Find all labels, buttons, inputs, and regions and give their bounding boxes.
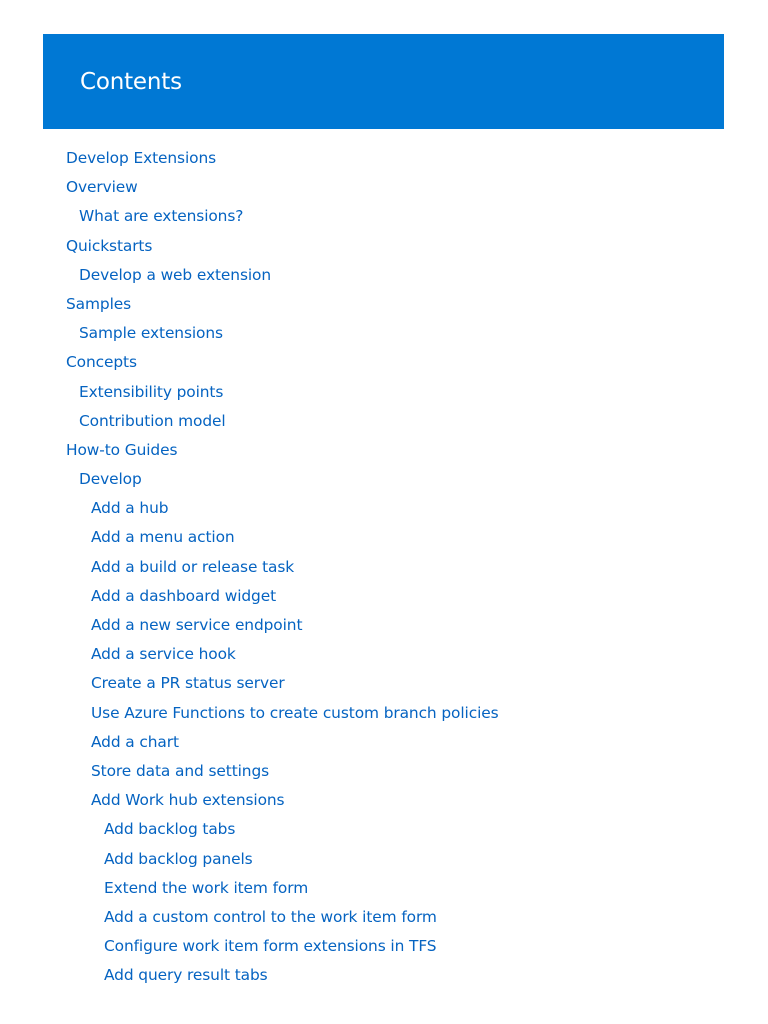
toc-link[interactable]: Create a PR status server [91, 674, 285, 693]
toc-item [0, 436, 768, 465]
toc-link[interactable]: Develop Extensions [66, 149, 217, 167]
toc-item [0, 874, 768, 903]
toc-item [0, 669, 768, 698]
toc-link[interactable]: Extensibility points [79, 382, 224, 401]
toc-link[interactable]: Develop [79, 470, 142, 489]
toc-item [0, 845, 768, 874]
toc-item [0, 640, 768, 669]
toc-link[interactable]: Add Work hub extensions [91, 791, 285, 810]
toc-item [0, 815, 768, 844]
toc-link[interactable]: Add a service hook [91, 645, 236, 664]
toc-link[interactable]: How-to Guides [66, 440, 178, 459]
toc-link[interactable]: Use Azure Functions to create custom branch policies [91, 703, 499, 722]
toc-item [0, 232, 768, 261]
toc-link[interactable]: Quickstarts [66, 236, 153, 255]
toc-link[interactable]: What are extensions? [79, 207, 244, 226]
toc-item [0, 173, 768, 202]
toc-link[interactable]: Extend the work item form [104, 878, 309, 897]
toc-link[interactable]: Add query result tabs [104, 966, 268, 985]
toc-item [0, 553, 768, 582]
toc-item [0, 932, 768, 961]
toc-item [0, 465, 768, 494]
toc-link[interactable]: Add a hub [91, 499, 169, 518]
toc-link[interactable]: Store data and settings [91, 761, 270, 780]
toc-link[interactable]: Samples [66, 294, 132, 313]
toc-link[interactable]: Add a menu action [91, 528, 235, 547]
toc-link[interactable]: Concepts [66, 353, 137, 372]
table-of-contents [0, 144, 768, 990]
toc-link[interactable]: Sample extensions [79, 324, 223, 343]
toc-item [0, 523, 768, 552]
toc-item [0, 407, 768, 436]
toc-item [0, 728, 768, 757]
toc-link[interactable]: Add a chart [91, 732, 179, 751]
toc-link[interactable]: Add a new service endpoint [91, 616, 303, 634]
toc-link[interactable]: Add backlog tabs [104, 820, 236, 839]
toc-link[interactable]: Overview [66, 178, 138, 197]
toc-item [0, 348, 768, 377]
toc-item [0, 961, 768, 990]
toc-link[interactable]: Contribution model [79, 411, 226, 430]
toc-item [0, 144, 768, 173]
toc-item [0, 290, 768, 319]
toc-item [0, 261, 768, 290]
toc-link[interactable]: Add a custom control to the work item form [104, 907, 437, 926]
toc-link[interactable]: Add backlog panels [104, 849, 253, 868]
toc-item [0, 494, 768, 523]
toc-link[interactable]: Add a build or release task [91, 557, 295, 576]
toc-item [0, 319, 768, 348]
toc-item [0, 786, 768, 815]
page-title: Contents [80, 69, 182, 95]
toc-item [0, 378, 768, 407]
toc-link[interactable]: Develop a web extension [79, 265, 272, 284]
contents-header [43, 34, 724, 129]
toc-item [0, 611, 768, 640]
toc-link[interactable]: Add a dashboard widget [91, 586, 277, 605]
toc-item [0, 757, 768, 786]
toc-item [0, 699, 768, 728]
toc-link[interactable]: Configure work item form extensions in TFS [104, 937, 437, 956]
toc-item [0, 582, 768, 611]
toc-item [0, 903, 768, 932]
toc-item [0, 202, 768, 231]
